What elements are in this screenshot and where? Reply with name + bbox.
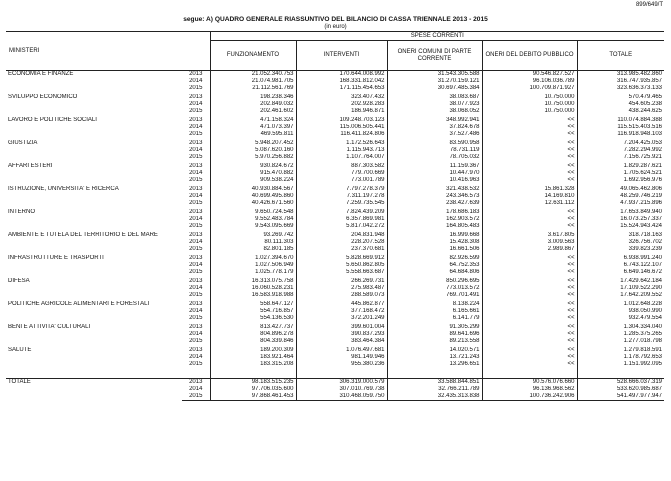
tot-cell: 1.178.792.653 [623, 354, 663, 360]
year-cell: 2013 [182, 255, 210, 262]
tot-cell: 1.692.956.976 [623, 177, 663, 183]
tot-cell: 1.829.287.621 [623, 163, 663, 169]
funz-cell: 40.930.884.567 [210, 186, 296, 193]
tot-cell: 1.277.018.798 [623, 338, 663, 344]
year-cell: 2014 [182, 331, 210, 338]
tot-cell: 6.743.122.107 [623, 262, 663, 268]
oneri-cell: 91.305.299 [387, 324, 482, 331]
interv-cell: 390.837.293 [296, 331, 387, 338]
interv-cell: 1.076.497.681 [296, 347, 387, 354]
interv-cell: 5.558.663.687 [296, 269, 387, 276]
funz-cell: 909.538.224 [210, 177, 296, 184]
tot-cell: 1.285.375.265 [623, 331, 663, 337]
interv-cell: 1.172.526.643 [296, 140, 387, 147]
year-cell: 2014 [182, 170, 210, 177]
interv-cell: 237.370.681 [296, 246, 387, 253]
debito-cell: << [482, 361, 577, 368]
oneri-cell: 243.346.573 [387, 193, 482, 200]
debito-cell: << [482, 117, 577, 124]
oneri-cell: 164.805.483 [387, 223, 482, 230]
year-cell: 2013 [182, 94, 210, 101]
funz-cell: 21.052.340.753 [210, 71, 296, 79]
oneri-cell: 15.428.308 [387, 239, 482, 246]
tot-cell: 938.050.990 [628, 308, 663, 314]
year-cell: 2015 [182, 393, 210, 401]
oneri-cell: 78.731.119 [387, 147, 482, 154]
tot-cell: 110.074.884.388 [617, 117, 663, 123]
debito-cell: << [482, 347, 577, 354]
tot-cell: 318.718.163 [628, 232, 663, 238]
funz-cell: 189.200.309 [210, 347, 296, 354]
year-cell: 2013 [182, 301, 210, 308]
year-cell: 2014 [182, 216, 210, 223]
tot-cell: 313.985.482.860 [616, 71, 663, 77]
year-cell: 2013 [182, 324, 210, 331]
oneri-cell: 89.213.558 [387, 338, 482, 345]
oneri-cell: 321.438.532 [387, 186, 482, 193]
table-row [6, 117, 664, 124]
spese-correnti-header: SPESE CORRENTI [210, 32, 664, 41]
funz-cell: 183.315.208 [210, 361, 296, 368]
ministry-name: AFFARI ESTERI [8, 163, 53, 169]
oneri-cell: 37.824.678 [387, 124, 482, 131]
funz-cell: 469.595.811 [210, 131, 296, 138]
debito-cell: << [482, 223, 577, 230]
year-cell: 2014 [182, 78, 210, 85]
funz-cell: 40.699.495.860 [210, 193, 296, 200]
tot-cell: 7.204.425.053 [623, 140, 663, 146]
funz-cell: 183.921.464 [210, 354, 296, 361]
debito-cell: << [482, 269, 577, 276]
debito-cell: 90.576.076.660 [482, 379, 577, 387]
year-cell: 2014 [182, 101, 210, 108]
oneri-cell: 38.077.923 [387, 101, 482, 108]
debito-cell: << [482, 285, 577, 292]
year-cell: 2015 [182, 108, 210, 115]
tot-cell: 533.620.985.687 [616, 386, 663, 392]
interv-cell: 306.319.000.579 [296, 379, 387, 387]
oneri-cell: 32.435.313.838 [387, 393, 482, 401]
interv-cell: 981.149.946 [296, 354, 387, 361]
funz-cell: 16.060.528.231 [210, 285, 296, 292]
funz-cell: 80.111.303 [210, 239, 296, 246]
table-row [6, 186, 664, 193]
interv-cell: 7.311.197.278 [296, 193, 387, 200]
tot-cell: 570.479.465 [628, 94, 663, 100]
tot-cell: 116.918.948.103 [617, 131, 663, 137]
oneri-cell: 769.701.491 [387, 292, 482, 299]
ministry-name: SALUTE [8, 347, 32, 353]
tot-cell: 47.937.215.896 [620, 200, 663, 206]
oneri-cell: 89.641.696 [387, 331, 482, 338]
oneri-cell: 16.999.668 [387, 232, 482, 239]
year-cell: 2013 [182, 163, 210, 170]
debito-cell: << [482, 301, 577, 308]
tot-cell: 1.279.818.591 [623, 347, 663, 353]
ministry-name: SVILUPPO ECONOMICO [8, 94, 78, 100]
debito-cell: << [482, 131, 577, 138]
debito-cell: 10.750.000 [482, 101, 577, 108]
oneri-cell: 31.270.159.121 [387, 78, 482, 85]
oneri-cell: 83.590.958 [387, 140, 482, 147]
ministry-name: INFRASTRUTTURE E TRASPORTI [8, 255, 104, 261]
interv-cell: 170.644.008.992 [296, 71, 387, 79]
funz-cell: 202.461.602 [210, 108, 296, 115]
oneri-cell: 37.527.486 [387, 131, 482, 138]
tot-cell: 7.282.294.992 [623, 147, 663, 153]
debito-cell: << [482, 177, 577, 184]
tot-cell: 316.747.935.857 [616, 78, 663, 84]
table-row [6, 324, 664, 331]
debito-cell: 15.861.328 [482, 186, 577, 193]
year-cell: 2013 [182, 117, 210, 124]
funz-cell: 5.948.207.452 [210, 140, 296, 147]
year-cell: 2014 [182, 193, 210, 200]
funz-cell: 558.647.127 [210, 301, 296, 308]
debito-cell: 100.709.871.927 [482, 85, 577, 92]
ministry-name: GIUSTIZIA [8, 140, 38, 146]
funz-cell: 202.849.032 [210, 101, 296, 108]
table-row [6, 379, 664, 387]
year-cell: 2014 [182, 354, 210, 361]
tot-cell: 48.259.746.219 [620, 193, 663, 199]
debito-cell: << [482, 255, 577, 262]
interv-cell: 116.411.824.806 [296, 131, 387, 138]
debito-cell: << [482, 338, 577, 345]
document-reference: 899/649/T [635, 2, 663, 8]
oneri-cell: 31.543.305.588 [387, 71, 482, 79]
interv-cell: 1.115.943.713 [296, 147, 387, 154]
funz-cell: 804.339.846 [210, 338, 296, 345]
debito-cell: << [482, 262, 577, 269]
debito-cell: << [482, 292, 577, 299]
tot-cell: 528.666.037.319 [577, 379, 664, 387]
debito-cell: << [482, 354, 577, 361]
interv-cell: 955.380.236 [296, 361, 387, 368]
interv-cell: 168.331.812.042 [296, 78, 387, 85]
year-cell: 2014 [182, 147, 210, 154]
year-cell: 2015 [182, 338, 210, 345]
table-body [6, 71, 664, 401]
funz-cell: 1.027.394.670 [210, 255, 296, 262]
debito-cell: << [482, 124, 577, 131]
interv-cell: 7.797.278.379 [296, 186, 387, 193]
table-row [6, 278, 664, 285]
tot-cell: 541.497.977.947 [577, 393, 664, 401]
debito-cell: << [482, 278, 577, 285]
interv-cell: 399.601.004 [296, 324, 387, 331]
oneri-cell: 238.427.639 [387, 200, 482, 207]
interv-cell: 372.201.249 [296, 315, 387, 322]
year-cell: 2015 [182, 131, 210, 138]
interv-cell: 288.589.073 [296, 292, 387, 299]
debito-cell: 3.009.563 [482, 239, 577, 246]
tot-cell: 49.065.462.806 [620, 186, 663, 192]
tot-cell: 323.636.373.133 [616, 85, 663, 91]
funz-cell: 930.824.672 [210, 163, 296, 170]
funz-cell: 21.112.561.769 [210, 85, 296, 92]
oneri-cell: 38.068.052 [387, 108, 482, 115]
oneri-cell: 348.992.941 [387, 117, 482, 124]
tot-cell: 17.642.209.552 [620, 292, 663, 298]
oneri-cell: 78.705.032 [387, 154, 482, 161]
funz-cell: 9.543.095.669 [210, 223, 296, 230]
year-cell: 2014 [182, 262, 210, 269]
tot-cell: 6.938.991.240 [623, 255, 663, 261]
debito-cell: 2.989.867 [482, 246, 577, 253]
oneri-cell: 32.766.211.789 [387, 386, 482, 393]
year-cell: 2013 [182, 209, 210, 216]
debito-cell: << [482, 163, 577, 170]
funz-cell: 82.801.185 [210, 246, 296, 253]
interv-cell: 887.303.582 [296, 163, 387, 170]
oneri-cell: 82.926.599 [387, 255, 482, 262]
interv-cell: 445.862.877 [296, 301, 387, 308]
funz-cell: 554.136.530 [210, 315, 296, 322]
funz-cell: 93.269.742 [210, 232, 296, 239]
year-cell: 2015 [182, 246, 210, 253]
oneri-cell: 30.697.485.384 [387, 85, 482, 92]
year-cell: 2014 [182, 308, 210, 315]
table-row [6, 163, 664, 170]
funz-cell: 16.313.075.758 [210, 278, 296, 285]
oneri-debito-header: ONERI DEL DEBITO PUBBLICO [482, 41, 577, 71]
debito-cell: 96.106.036.789 [482, 78, 577, 85]
oneri-cell: 14.020.571 [387, 347, 482, 354]
oneri-cell: 13.721.243 [387, 354, 482, 361]
oneri-cell: 6.141.779 [387, 315, 482, 322]
tot-cell: 115.515.403.516 [617, 124, 663, 130]
funz-cell: 471.073.397 [210, 124, 296, 131]
ministry-name: BENI E ATTIVITA' CULTURALI [8, 324, 91, 330]
totale-header: TOTALE [577, 41, 664, 71]
debito-cell: << [482, 308, 577, 315]
funz-cell: 97.706.035.600 [210, 386, 296, 393]
debito-cell: << [482, 209, 577, 216]
funzionamento-header: FUNZIONAMENTO [210, 41, 296, 71]
funz-cell: 804.896.278 [210, 331, 296, 338]
interv-cell: 307.010.769.738 [296, 386, 387, 393]
interv-cell: 109.248.703.123 [296, 117, 387, 124]
table-title: segue: A) QUADRO GENERALE RIASSUNTIVO DEL BILANCIO DI CASSA TRIENNALE 2013 - 2015 [183, 16, 488, 23]
oneri-cell: 178.686.183 [387, 209, 482, 216]
ministry-name: DIFESA [8, 278, 30, 284]
year-cell: 2015 [182, 361, 210, 368]
tot-cell: 339.823.239 [628, 246, 663, 252]
funz-cell: 21.074.981.705 [210, 78, 296, 85]
funz-cell: 198.238.346 [210, 94, 296, 101]
oneri-cell: 162.903.572 [387, 216, 482, 223]
tot-cell: 326.756.702 [628, 239, 663, 245]
year-cell: 2013 [182, 186, 210, 193]
funz-cell: 9.650.724.548 [210, 209, 296, 216]
oneri-cell: 64.684.806 [387, 269, 482, 276]
year-cell: 2015 [182, 177, 210, 184]
oneri-cell: 773.013.572 [387, 285, 482, 292]
table-row [6, 209, 664, 216]
year-cell: 2013 [182, 71, 210, 79]
debito-cell: 12.631.112 [482, 200, 577, 207]
table-row [6, 255, 664, 262]
debito-cell: 96.136.968.562 [482, 386, 577, 393]
oneri-cell: 13.296.651 [387, 361, 482, 368]
funz-cell: 5.970.256.882 [210, 154, 296, 161]
tot-cell: 932.479.554 [628, 315, 663, 321]
tot-cell: 438.244.625 [628, 108, 663, 114]
interv-cell: 228.207.528 [296, 239, 387, 246]
interv-cell: 266.269.731 [296, 278, 387, 285]
table-row [6, 140, 664, 147]
funz-cell: 813.427.737 [210, 324, 296, 331]
debito-cell: 3.617.805 [482, 232, 577, 239]
ministry-name: AMBIENTE E TUTELA DEL TERRITORIO E DEL MARE [8, 232, 158, 238]
debito-cell: 10.750.000 [482, 94, 577, 101]
ministry-name: ECONOMIA E FINANZE [8, 71, 74, 77]
oneri-cell: 11.159.367 [387, 163, 482, 170]
interv-cell: 5.828.669.912 [296, 255, 387, 262]
ministry-name: LAVORO E POLITICHE SOCIALI [8, 117, 97, 123]
unit-note: (in euro) [324, 24, 347, 30]
funz-cell: 98.183.515.235 [210, 379, 296, 387]
interv-cell: 323.407.432 [296, 94, 387, 101]
tot-cell: 17.429.642.184 [620, 278, 663, 284]
table-row [6, 94, 664, 101]
oneri-cell: 6.165.661 [387, 308, 482, 315]
funz-cell: 1.027.506.949 [210, 262, 296, 269]
debito-cell: << [482, 331, 577, 338]
tot-cell: 1.304.334.040 [623, 324, 663, 330]
debito-cell: << [482, 170, 577, 177]
funz-cell: 40.426.671.560 [210, 200, 296, 207]
year-cell: 2014 [182, 285, 210, 292]
interv-cell: 202.928.283 [296, 101, 387, 108]
year-cell: 2015 [182, 154, 210, 161]
funz-cell: 9.552.483.784 [210, 216, 296, 223]
ministry-name: INTERNO [8, 209, 35, 215]
year-cell: 2014 [182, 386, 210, 393]
interv-cell: 7.259.735.545 [296, 200, 387, 207]
interv-cell: 5.817.042.272 [296, 223, 387, 230]
tot-cell: 6.649.146.672 [623, 269, 663, 275]
ministry-name: ISTRUZIONE, UNIVERSITA' E RICERCA [8, 186, 119, 192]
interv-cell: 186.946.871 [296, 108, 387, 115]
table-row [6, 301, 664, 308]
interv-cell: 383.464.384 [296, 338, 387, 345]
year-cell: 2015 [182, 269, 210, 276]
year-cell: 2013 [182, 379, 210, 387]
interv-cell: 6.357.869.981 [296, 216, 387, 223]
oneri-cell: 64.752.353 [387, 262, 482, 269]
debito-cell: << [482, 147, 577, 154]
table-row [6, 347, 664, 354]
tot-cell: 1.151.992.095 [623, 361, 663, 367]
table-row [6, 71, 664, 79]
year-cell: 2013 [182, 278, 210, 285]
funz-cell: 5.087.620.160 [210, 147, 296, 154]
year-cell: 2015 [182, 223, 210, 230]
ministry-name: POLITICHE AGRICOLE ALIMENTARI E FORESTALI [8, 301, 150, 307]
oneri-cell: 10.447.970 [387, 170, 482, 177]
oneri-comuni-header: ONERI COMUNI DI PARTE CORRENTE [387, 41, 482, 71]
debito-cell: << [482, 216, 577, 223]
tot-cell: 17.653.849.940 [620, 209, 663, 215]
funz-cell: 554.716.857 [210, 308, 296, 315]
ministeri-header: MINISTERI [6, 32, 210, 71]
interv-cell: 275.983.487 [296, 285, 387, 292]
oneri-cell: 850.296.695 [387, 278, 482, 285]
oneri-cell: 8.138.224 [387, 301, 482, 308]
budget-table [6, 31, 664, 401]
year-cell: 2015 [182, 315, 210, 322]
funz-cell: 471.158.324 [210, 117, 296, 124]
interv-cell: 773.001.789 [296, 177, 387, 184]
funz-cell: 1.025.778.179 [210, 269, 296, 276]
ministry-name: TOTALE [6, 379, 182, 401]
tot-cell: 1.012.648.228 [623, 301, 663, 307]
debito-cell: << [482, 140, 577, 147]
tot-cell: 17.109.522.290 [620, 285, 663, 291]
oneri-cell: 38.083.687 [387, 94, 482, 101]
year-cell: 2013 [182, 232, 210, 239]
oneri-cell: 33.588.844.851 [387, 379, 482, 387]
interv-cell: 5.650.862.805 [296, 262, 387, 269]
oneri-cell: 16.661.506 [387, 246, 482, 253]
year-cell: 2015 [182, 200, 210, 207]
year-cell: 2013 [182, 347, 210, 354]
interv-cell: 1.107.764.007 [296, 154, 387, 161]
tot-cell: 15.524.943.424 [620, 223, 663, 229]
interv-cell: 171.115.454.653 [296, 85, 387, 92]
debito-cell: 10.750.000 [482, 108, 577, 115]
debito-cell: << [482, 154, 577, 161]
interv-cell: 377.168.472 [296, 308, 387, 315]
tot-cell: 454.605.238 [628, 101, 663, 107]
year-cell: 2014 [182, 124, 210, 131]
tot-cell: 1.705.624.521 [623, 170, 663, 176]
table-row [6, 232, 664, 239]
interv-cell: 204.831.948 [296, 232, 387, 239]
year-cell: 2015 [182, 85, 210, 92]
debito-cell: << [482, 324, 577, 331]
debito-cell: << [482, 315, 577, 322]
interv-cell: 310.468.059.750 [296, 393, 387, 401]
oneri-cell: 10.416.963 [387, 177, 482, 184]
funz-cell: 915.470.882 [210, 170, 296, 177]
year-cell: 2013 [182, 140, 210, 147]
tot-cell: 7.156.725.921 [623, 154, 663, 160]
year-cell: 2014 [182, 239, 210, 246]
debito-cell: 14.169.810 [482, 193, 577, 200]
interv-cell: 779.700.669 [296, 170, 387, 177]
interventi-header: INTERVENTI [296, 41, 387, 71]
row-spacer [6, 370, 664, 379]
interv-cell: 115.006.505.441 [296, 124, 387, 131]
debito-cell: 100.736.242.906 [482, 393, 577, 401]
funz-cell: 16.583.918.988 [210, 292, 296, 299]
debito-cell: 90.546.827.527 [482, 71, 577, 79]
year-cell: 2015 [182, 292, 210, 299]
funz-cell: 97.868.461.453 [210, 393, 296, 401]
tot-cell: 16.073.257.337 [620, 216, 663, 222]
interv-cell: 7.824.439.209 [296, 209, 387, 216]
